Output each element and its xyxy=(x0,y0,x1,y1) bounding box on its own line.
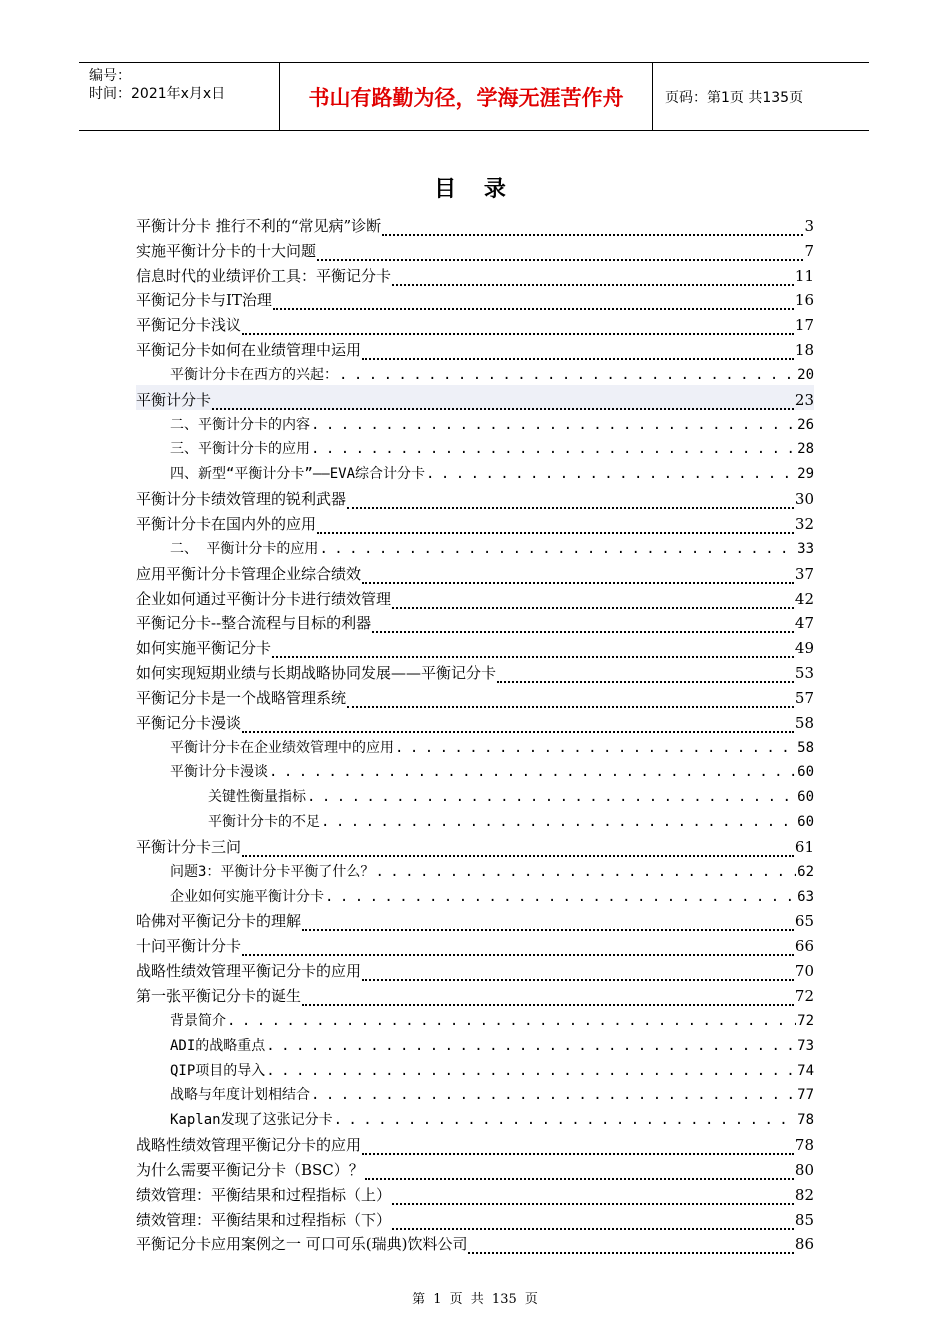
toc-leader-dots xyxy=(311,439,796,459)
toc-entry-page: 28 xyxy=(797,441,814,458)
toc-entry-title: 二、平衡计分卡的内容 xyxy=(170,416,310,433)
toc-entry-title: 平衡计分卡的不足 xyxy=(208,814,320,831)
toc-leader-dots xyxy=(392,269,794,286)
toc-entry[interactable] xyxy=(136,1230,814,1255)
toc-entry-page: 30 xyxy=(794,490,814,509)
toc-entry-page: 82 xyxy=(794,1185,814,1204)
toc-title: 目 录 xyxy=(434,177,516,202)
toc-entry-page: 49 xyxy=(794,639,814,658)
toc-leader-dots xyxy=(266,1061,796,1081)
toc-entry-page: 66 xyxy=(794,937,814,956)
toc-entry[interactable] xyxy=(136,459,814,484)
toc-entry[interactable] xyxy=(136,882,814,907)
toc-entry-title: 平衡计分卡漫谈 xyxy=(170,764,268,781)
toc-entry-title: 平衡计分卡在西方的兴起： xyxy=(170,366,338,383)
toc-leader-dots xyxy=(325,887,796,907)
toc-entry[interactable] xyxy=(136,981,814,1006)
toc-leader-dots xyxy=(392,592,794,609)
toc-entry[interactable] xyxy=(136,261,814,286)
toc-entry-title: 战略性绩效管理平衡记分卡的应用 xyxy=(136,962,362,981)
toc-entry-title: ADI的战略重点 xyxy=(170,1037,266,1054)
toc-entry-title: 平衡计分卡 xyxy=(136,390,212,409)
toc-entry-title: 十问平衡计分卡 xyxy=(136,937,242,956)
toc-entry-page: 77 xyxy=(797,1087,814,1104)
toc-entry-page: 3 xyxy=(804,216,814,235)
toc-entry-title: 平衡记分卡是一个战略管理系统 xyxy=(136,688,347,707)
toc-entry-title: 平衡计分卡三问 xyxy=(136,837,242,856)
toc-entry[interactable] xyxy=(136,211,814,236)
toc-entry-page: 47 xyxy=(794,614,814,633)
toc-entry-page: 42 xyxy=(794,589,814,608)
toc-leader-dots xyxy=(321,812,796,832)
toc-entry-page: 78 xyxy=(794,1136,814,1155)
toc-leader-dots xyxy=(339,365,796,385)
page-header xyxy=(79,62,869,131)
toc-leader-dots xyxy=(382,219,803,236)
toc-entry-page: 72 xyxy=(797,1012,814,1029)
toc-leader-dots xyxy=(319,539,796,559)
toc-entry-page: 85 xyxy=(794,1210,814,1229)
toc-leader-dots xyxy=(311,1085,796,1105)
toc-entry[interactable] xyxy=(136,236,814,261)
toc-entry-title: 平衡记分卡漫谈 xyxy=(136,713,242,732)
document-date: 时间：2021年x月x日 xyxy=(89,86,226,102)
toc-entry[interactable] xyxy=(136,385,814,410)
toc-entry-page: 18 xyxy=(794,341,814,360)
toc-entry-title: 为什么需要平衡记分卡（BSC）？ xyxy=(136,1160,364,1179)
toc-entry[interactable] xyxy=(136,360,814,385)
toc-leader-dots xyxy=(392,1213,794,1230)
toc-entry-page: 26 xyxy=(797,416,814,433)
toc-entry-title: 平衡计分卡绩效管理的锐利武器 xyxy=(136,490,347,509)
toc-entry-title: 问题3：平衡计分卡平衡了什么？ xyxy=(170,863,375,880)
toc-leader-dots xyxy=(273,293,794,310)
toc-entry-title: 四、新型“平衡计分卡”——EVA综合计分卡 xyxy=(170,466,426,483)
toc-leader-dots xyxy=(395,738,796,758)
toc-leader-dots xyxy=(317,244,803,261)
toc-entry-title: 绩效管理：平衡结果和过程指标（上） xyxy=(136,1185,392,1204)
toc-entry-title: 应用平衡计分卡管理企业综合绩效 xyxy=(136,564,362,583)
toc-entry[interactable] xyxy=(136,633,814,658)
toc-entry-page: 61 xyxy=(794,837,814,856)
toc-entry[interactable] xyxy=(136,435,814,460)
toc-entry[interactable] xyxy=(136,907,814,932)
document-number-label: 编号： xyxy=(89,68,131,84)
toc-entry[interactable] xyxy=(136,1105,814,1130)
toc-entry-title: 平衡记分卡浅议 xyxy=(136,316,242,335)
toc-entry[interactable] xyxy=(136,807,814,832)
toc-entry-title: 信息时代的业绩评价工具：平衡记分卡 xyxy=(136,266,392,285)
toc-leader-dots xyxy=(212,393,794,410)
toc-entry-title: 战略性绩效管理平衡记分卡的应用 xyxy=(136,1136,362,1155)
toc-leader-dots xyxy=(362,343,794,360)
toc-entry[interactable] xyxy=(136,484,814,509)
toc-entry-title: 企业如何实施平衡计分卡 xyxy=(170,888,324,905)
toc-entry[interactable] xyxy=(136,1031,814,1056)
toc-entry[interactable] xyxy=(136,683,814,708)
toc-entry-page: 73 xyxy=(797,1037,814,1054)
toc-entry[interactable] xyxy=(136,1006,814,1031)
toc-leader-dots xyxy=(302,989,794,1006)
toc-entry[interactable] xyxy=(136,857,814,882)
toc-entry[interactable] xyxy=(136,782,814,807)
toc-entry[interactable] xyxy=(136,310,814,335)
header-motto: 书山有路勤为径，学海无涯苦作舟 xyxy=(280,63,653,130)
toc-leader-dots xyxy=(347,492,794,509)
toc-entry-page: 58 xyxy=(794,713,814,732)
toc-leader-dots xyxy=(317,517,794,534)
toc-entry-page: 32 xyxy=(794,514,814,533)
toc-entry-page: 7 xyxy=(804,241,814,260)
toc-leader-dots xyxy=(365,1163,794,1180)
toc-entry-title: 平衡记分卡与IT治理 xyxy=(136,291,272,310)
toc-entry-page: 78 xyxy=(797,1112,814,1129)
toc-entry-title: 三、平衡计分卡的应用 xyxy=(170,441,310,458)
toc-entry[interactable] xyxy=(136,410,814,435)
toc-leader-dots xyxy=(302,914,794,931)
toc-entry-title: 二、 平衡计分卡的应用 xyxy=(170,540,319,557)
toc-leader-dots xyxy=(311,415,796,435)
toc-entry-title: 如何实现短期业绩与长期战略协同发展——平衡记分卡 xyxy=(136,664,497,683)
toc-entry-title: 第一张平衡记分卡的诞生 xyxy=(136,987,302,1005)
toc-leader-dots xyxy=(372,616,794,633)
toc-entry-title: Kaplan发现了这张记分卡 xyxy=(170,1112,333,1129)
toc-entry-title: 平衡计分卡在国内外的应用 xyxy=(136,514,317,533)
toc-entry-title: 实施平衡计分卡的十大问题 xyxy=(136,241,317,260)
toc-entry-page: 57 xyxy=(794,688,814,707)
toc-entry-title: 哈佛对平衡记分卡的理解 xyxy=(136,912,302,931)
toc-entry-page: 70 xyxy=(794,962,814,981)
toc-leader-dots xyxy=(426,464,796,484)
toc-entry-title: 平衡记分卡如何在业绩管理中运用 xyxy=(136,341,362,360)
toc-entry[interactable] xyxy=(136,956,814,981)
toc-entry[interactable] xyxy=(136,584,814,609)
toc-leader-dots xyxy=(242,318,794,335)
toc-entry-page: 23 xyxy=(794,390,814,409)
header-meta xyxy=(79,63,280,130)
toc-entry[interactable] xyxy=(136,708,814,733)
header-page-info: 页码：第1页 共135页 xyxy=(665,89,804,106)
toc-entry-title: QIP项目的导入 xyxy=(170,1062,266,1079)
toc-entry[interactable] xyxy=(136,1081,814,1106)
toc-entry-page: 20 xyxy=(797,366,814,383)
toc-leader-dots xyxy=(242,939,794,956)
toc-leader-dots xyxy=(266,1036,796,1056)
toc-leader-dots xyxy=(334,1110,797,1130)
toc-entry-page: 33 xyxy=(797,540,814,557)
toc-leader-dots xyxy=(227,1011,796,1031)
toc-entry-page: 86 xyxy=(794,1235,814,1254)
toc-leader-dots xyxy=(392,1188,794,1205)
toc-entry[interactable] xyxy=(136,1056,814,1081)
toc-entry-page: 17 xyxy=(794,316,814,335)
toc-entry[interactable] xyxy=(136,609,814,634)
table-of-contents xyxy=(136,211,814,1254)
toc-entry-page: 62 xyxy=(797,863,814,880)
toc-entry-page: 63 xyxy=(797,888,814,905)
toc-leader-dots xyxy=(347,691,794,708)
toc-entry-title: 战略与年度计划相结合 xyxy=(170,1087,310,1104)
toc-entry-page: 16 xyxy=(794,291,814,310)
toc-entry-page: 72 xyxy=(794,987,814,1005)
toc-leader-dots xyxy=(468,1237,793,1254)
toc-entry-page: 60 xyxy=(797,764,814,781)
toc-entry[interactable] xyxy=(136,758,814,783)
toc-entry[interactable] xyxy=(136,286,814,311)
toc-entry-page: 37 xyxy=(794,564,814,583)
toc-entry-title: 平衡记分卡--整合流程与目标的利器 xyxy=(136,614,372,633)
toc-entry-page: 29 xyxy=(797,466,814,483)
toc-entry-page: 58 xyxy=(797,739,814,756)
toc-leader-dots xyxy=(272,641,794,658)
toc-entry[interactable] xyxy=(136,335,814,360)
toc-entry[interactable] xyxy=(136,509,814,534)
toc-leader-dots xyxy=(375,862,796,882)
toc-entry[interactable] xyxy=(136,658,814,683)
toc-leader-dots xyxy=(307,787,796,807)
toc-entry[interactable] xyxy=(136,931,814,956)
toc-leader-dots xyxy=(497,666,794,683)
toc-entry-title: 背景简介 xyxy=(170,1012,226,1029)
toc-entry-page: 65 xyxy=(794,912,814,931)
toc-entry[interactable] xyxy=(136,559,814,584)
toc-leader-dots xyxy=(269,762,796,782)
toc-entry-title: 关键性衡量指标 xyxy=(208,789,306,806)
toc-entry-title: 如何实施平衡记分卡 xyxy=(136,639,272,658)
toc-entry[interactable] xyxy=(136,1130,814,1155)
page-footer: 第 1 页 共 135 页 xyxy=(412,1292,538,1307)
toc-leader-dots xyxy=(362,567,794,584)
toc-entry-page: 60 xyxy=(797,814,814,831)
toc-entry[interactable] xyxy=(136,1205,814,1230)
toc-entry[interactable] xyxy=(136,534,814,559)
toc-entry-title: 平衡记分卡应用案例之一 可口可乐(瑞典)饮料公司 xyxy=(136,1235,468,1254)
toc-entry-title: 平衡计分卡 推行不利的“常见病”诊断 xyxy=(136,216,382,235)
toc-entry[interactable] xyxy=(136,1180,814,1205)
toc-entry-page: 80 xyxy=(794,1160,814,1179)
toc-entry[interactable] xyxy=(136,733,814,758)
toc-entry-page: 53 xyxy=(794,664,814,683)
toc-leader-dots xyxy=(362,964,794,981)
toc-entry-page: 74 xyxy=(797,1062,814,1079)
toc-leader-dots xyxy=(362,1138,794,1155)
toc-entry-page: 60 xyxy=(797,789,814,806)
toc-entry[interactable] xyxy=(136,1155,814,1180)
toc-leader-dots xyxy=(242,840,794,857)
toc-entry-title: 绩效管理：平衡结果和过程指标（下） xyxy=(136,1210,392,1229)
toc-entry-page: 11 xyxy=(794,266,814,285)
toc-entry-title: 平衡计分卡在企业绩效管理中的应用 xyxy=(170,739,394,756)
toc-entry[interactable] xyxy=(136,832,814,857)
toc-entry-title: 企业如何通过平衡计分卡进行绩效管理 xyxy=(136,589,392,608)
toc-leader-dots xyxy=(242,716,794,733)
